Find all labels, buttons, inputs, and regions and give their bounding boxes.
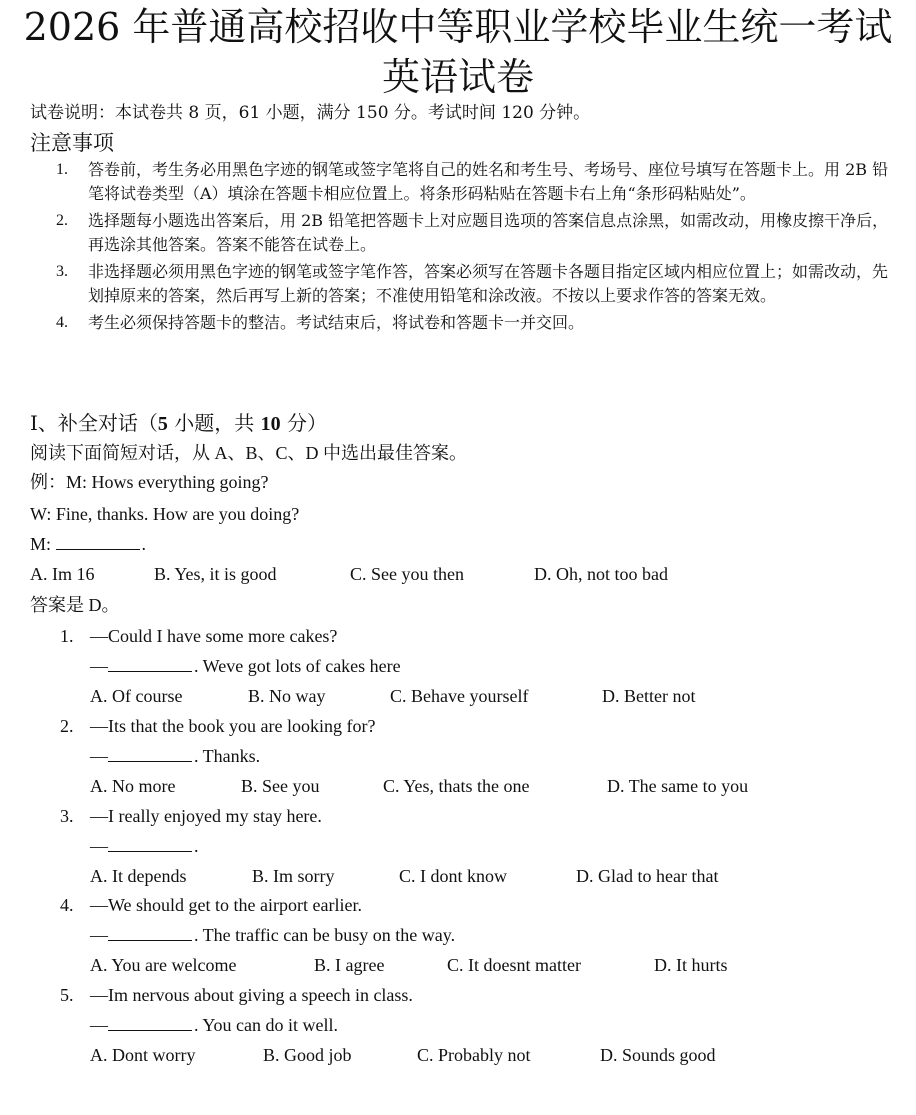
option-a: A. Of course (90, 686, 183, 706)
answer-blank (56, 533, 140, 550)
section-heading-mid: 小题，共 (167, 411, 261, 435)
question (60, 623, 900, 713)
question-prompt: —Im nervous about giving a speech in class. (90, 985, 413, 1005)
section-heading (30, 408, 327, 439)
option-b: B. Im sorry (252, 866, 335, 886)
question-reply: . (194, 836, 199, 856)
option-c: C. Behave yourself (390, 686, 529, 706)
section-heading-prefix: I、补全对话（ (30, 411, 158, 435)
answer-blank (108, 655, 192, 672)
notice-number: 1. (56, 161, 68, 178)
example-options (30, 561, 668, 587)
question (60, 803, 900, 893)
question-reply: . The traffic can be busy on the way. (194, 925, 456, 945)
option-c: C. Probably not (417, 1045, 531, 1065)
example-line-3 (30, 531, 146, 557)
question-prompt: —Its that the book you are looking for? (90, 716, 376, 736)
notice-text: 答卷前，考生务必用黑色字迹的钢笔或签字笔将自己的姓名和考生号、考场号、座位号填写在答题卡上。用 2B 铅笔将试卷类型（A）填涂在答题卡相应位置上。将条形码粘贴在答题卡右上角“条形码粘贴处”。 (88, 160, 889, 203)
question-number: 3. (60, 806, 74, 826)
question-reply: . Weve got lots of cakes here (194, 656, 401, 676)
option-c: C. I dont know (399, 866, 507, 886)
option-c: C. It doesnt matter (447, 955, 581, 975)
option-d: D. Glad to hear that (576, 866, 719, 886)
example-option: B. Yes, it is good (154, 564, 277, 584)
example-speaker: M: (30, 534, 52, 554)
notice-item (56, 209, 896, 257)
question-number: 1. (60, 626, 74, 646)
example-option: D. Oh, not too bad (534, 564, 668, 584)
notice-number: 4. (56, 314, 68, 331)
option-d: D. Better not (602, 686, 696, 706)
notice-heading: 注意事项 (30, 131, 114, 155)
notice-number: 3. (56, 263, 68, 280)
reply-dash: — (90, 836, 108, 856)
question-number: 5. (60, 985, 74, 1005)
notice-item (56, 311, 896, 335)
section-heading-suffix: 分） (280, 411, 327, 435)
reply-dash: — (90, 925, 108, 945)
reply-dash: — (90, 746, 108, 766)
exam-title: 2026 年普通高校招收中等职业学校毕业生统一考试 (23, 5, 893, 49)
notice-text: 非选择题必须用黑色字迹的钢笔或签字笔作答，答案必须写在答题卡各题目指定区域内相应位置上；如需改动，先划掉原来的答案，然后再写上新的答案；不准使用铅笔和涂改液。不按以上要求作答的答案无效。 (88, 262, 889, 305)
section-instruction: 阅读下面简短对话，从 A、B、C、D 中选出最佳答案。 (30, 443, 468, 463)
question-reply: . You can do it well. (194, 1015, 338, 1035)
example-answer: 答案是 D。 (30, 595, 120, 615)
question-number: 2. (60, 716, 74, 736)
example-option: C. See you then (350, 564, 464, 584)
option-d: D. Sounds good (600, 1045, 716, 1065)
example-option: A. Im 16 (30, 564, 95, 584)
question (60, 892, 900, 982)
example-line-1: 例：M: Hows everything going? (30, 472, 269, 492)
question-prompt: —We should get to the airport earlier. (90, 895, 362, 915)
reply-dash: — (90, 1015, 108, 1035)
example-line-end: . (141, 534, 147, 554)
answer-blank (108, 835, 192, 852)
answer-blank (108, 745, 192, 762)
option-d: D. The same to you (607, 776, 749, 796)
notice-number: 2. (56, 212, 68, 229)
example-line-2: W: Fine, thanks. How are you doing? (30, 504, 300, 524)
section-question-count: 5 (157, 413, 168, 435)
answer-blank (108, 1014, 192, 1031)
option-b: B. See you (241, 776, 320, 796)
question-reply: . Thanks. (194, 746, 261, 766)
option-b: B. I agree (314, 955, 385, 975)
notice-text: 选择题每小题选出答案后，用 2B 铅笔把答题卡上对应题目选项的答案信息点涂黑，如需改动，用橡皮擦干净后，再选涂其他答案。答案不能答在试卷上。 (88, 211, 889, 254)
option-a: A. Dont worry (90, 1045, 196, 1065)
notice-item (56, 260, 896, 308)
question (60, 713, 900, 803)
answer-blank (108, 924, 192, 941)
question (60, 982, 900, 1072)
reply-dash: — (90, 656, 108, 676)
option-a: A. You are welcome (90, 955, 237, 975)
notice-list (56, 158, 896, 335)
option-b: B. Good job (263, 1045, 352, 1065)
option-b: B. No way (248, 686, 326, 706)
option-d: D. It hurts (654, 955, 728, 975)
exam-description: 试卷说明：本试卷共 8 页，61 小题，满分 150 分。考试时间 120 分钟。 (30, 103, 591, 123)
notice-item (56, 158, 896, 206)
question-prompt: —I really enjoyed my stay here. (90, 806, 322, 826)
option-a: A. It depends (90, 866, 187, 886)
option-c: C. Yes, thats the one (383, 776, 530, 796)
section-score: 10 (260, 413, 281, 435)
question-prompt: —Could I have some more cakes? (90, 626, 338, 646)
notice-text: 考生必须保持答题卡的整洁。考试结束后，将试卷和答题卡一并交回。 (88, 313, 585, 332)
question-number: 4. (60, 895, 74, 915)
option-a: A. No more (90, 776, 176, 796)
exam-subject: 英语试卷 (381, 55, 534, 99)
